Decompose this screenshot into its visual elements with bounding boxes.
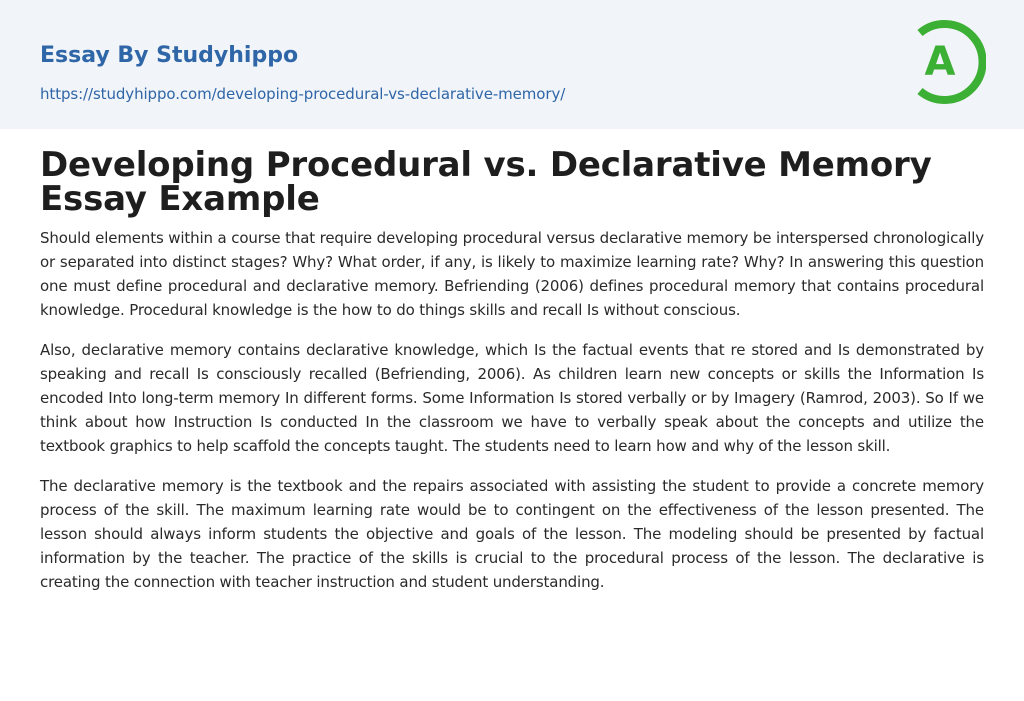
brand-title[interactable]: Essay By Studyhippo [40,43,299,68]
paragraph-1: Should elements within a course that require developing procedural versus declarative memory be interspersed chronologically or separated into distinct stages? Why? What order, if any, is likely to maximize learning rate? Why? In answering this question one must define procedural and declarative memory. Befriending (2006) defines procedural memory that contains procedural knowledge. Procedural knowledge is the how to do things skills and recall Is without conscious. [40,229,984,319]
article-body [40,145,984,610]
paragraph-3: The declarative memory is the textbook and the repairs associated with assisting the student to provide a concrete memory process of the skill. The maximum learning rate would be to contingent on the effectiveness of the lesson presented. The lesson should always inform students the objective and goals of the lesson. The modeling should be presented by factual information by the teacher. The practice of the skills is crucial to the procedural process of the lesson. The declarative is creating the connection with teacher instruction and student understanding. [40,477,984,591]
article-title: Developing Procedural vs. Declarative Memory Essay Example [40,145,932,219]
page-header [0,0,1024,129]
article-url-link[interactable]: https://studyhippo.com/developing-procedural-vs-declarative-memory/ [40,85,566,103]
grade-a-icon[interactable] [912,19,986,105]
paragraph-2: Also, declarative memory contains declarative knowledge, which Is the factual events that re stored and Is demonstrated by speaking and recall Is consciously recalled (Befriending, 2006). As children learn new concepts or skills the Information Is encoded Into long-term memory In different forms. Some Information Is stored verbally or by Imagery (Ramrod, 2003). So If we think about how Instruction Is conducted In the classroom we have to verbally speak about the concepts and utilize the textbook graphics to help scaffold the concepts taught. The students need to learn how and why of the lesson skill. [40,341,984,455]
logo-letter: A [924,39,956,85]
